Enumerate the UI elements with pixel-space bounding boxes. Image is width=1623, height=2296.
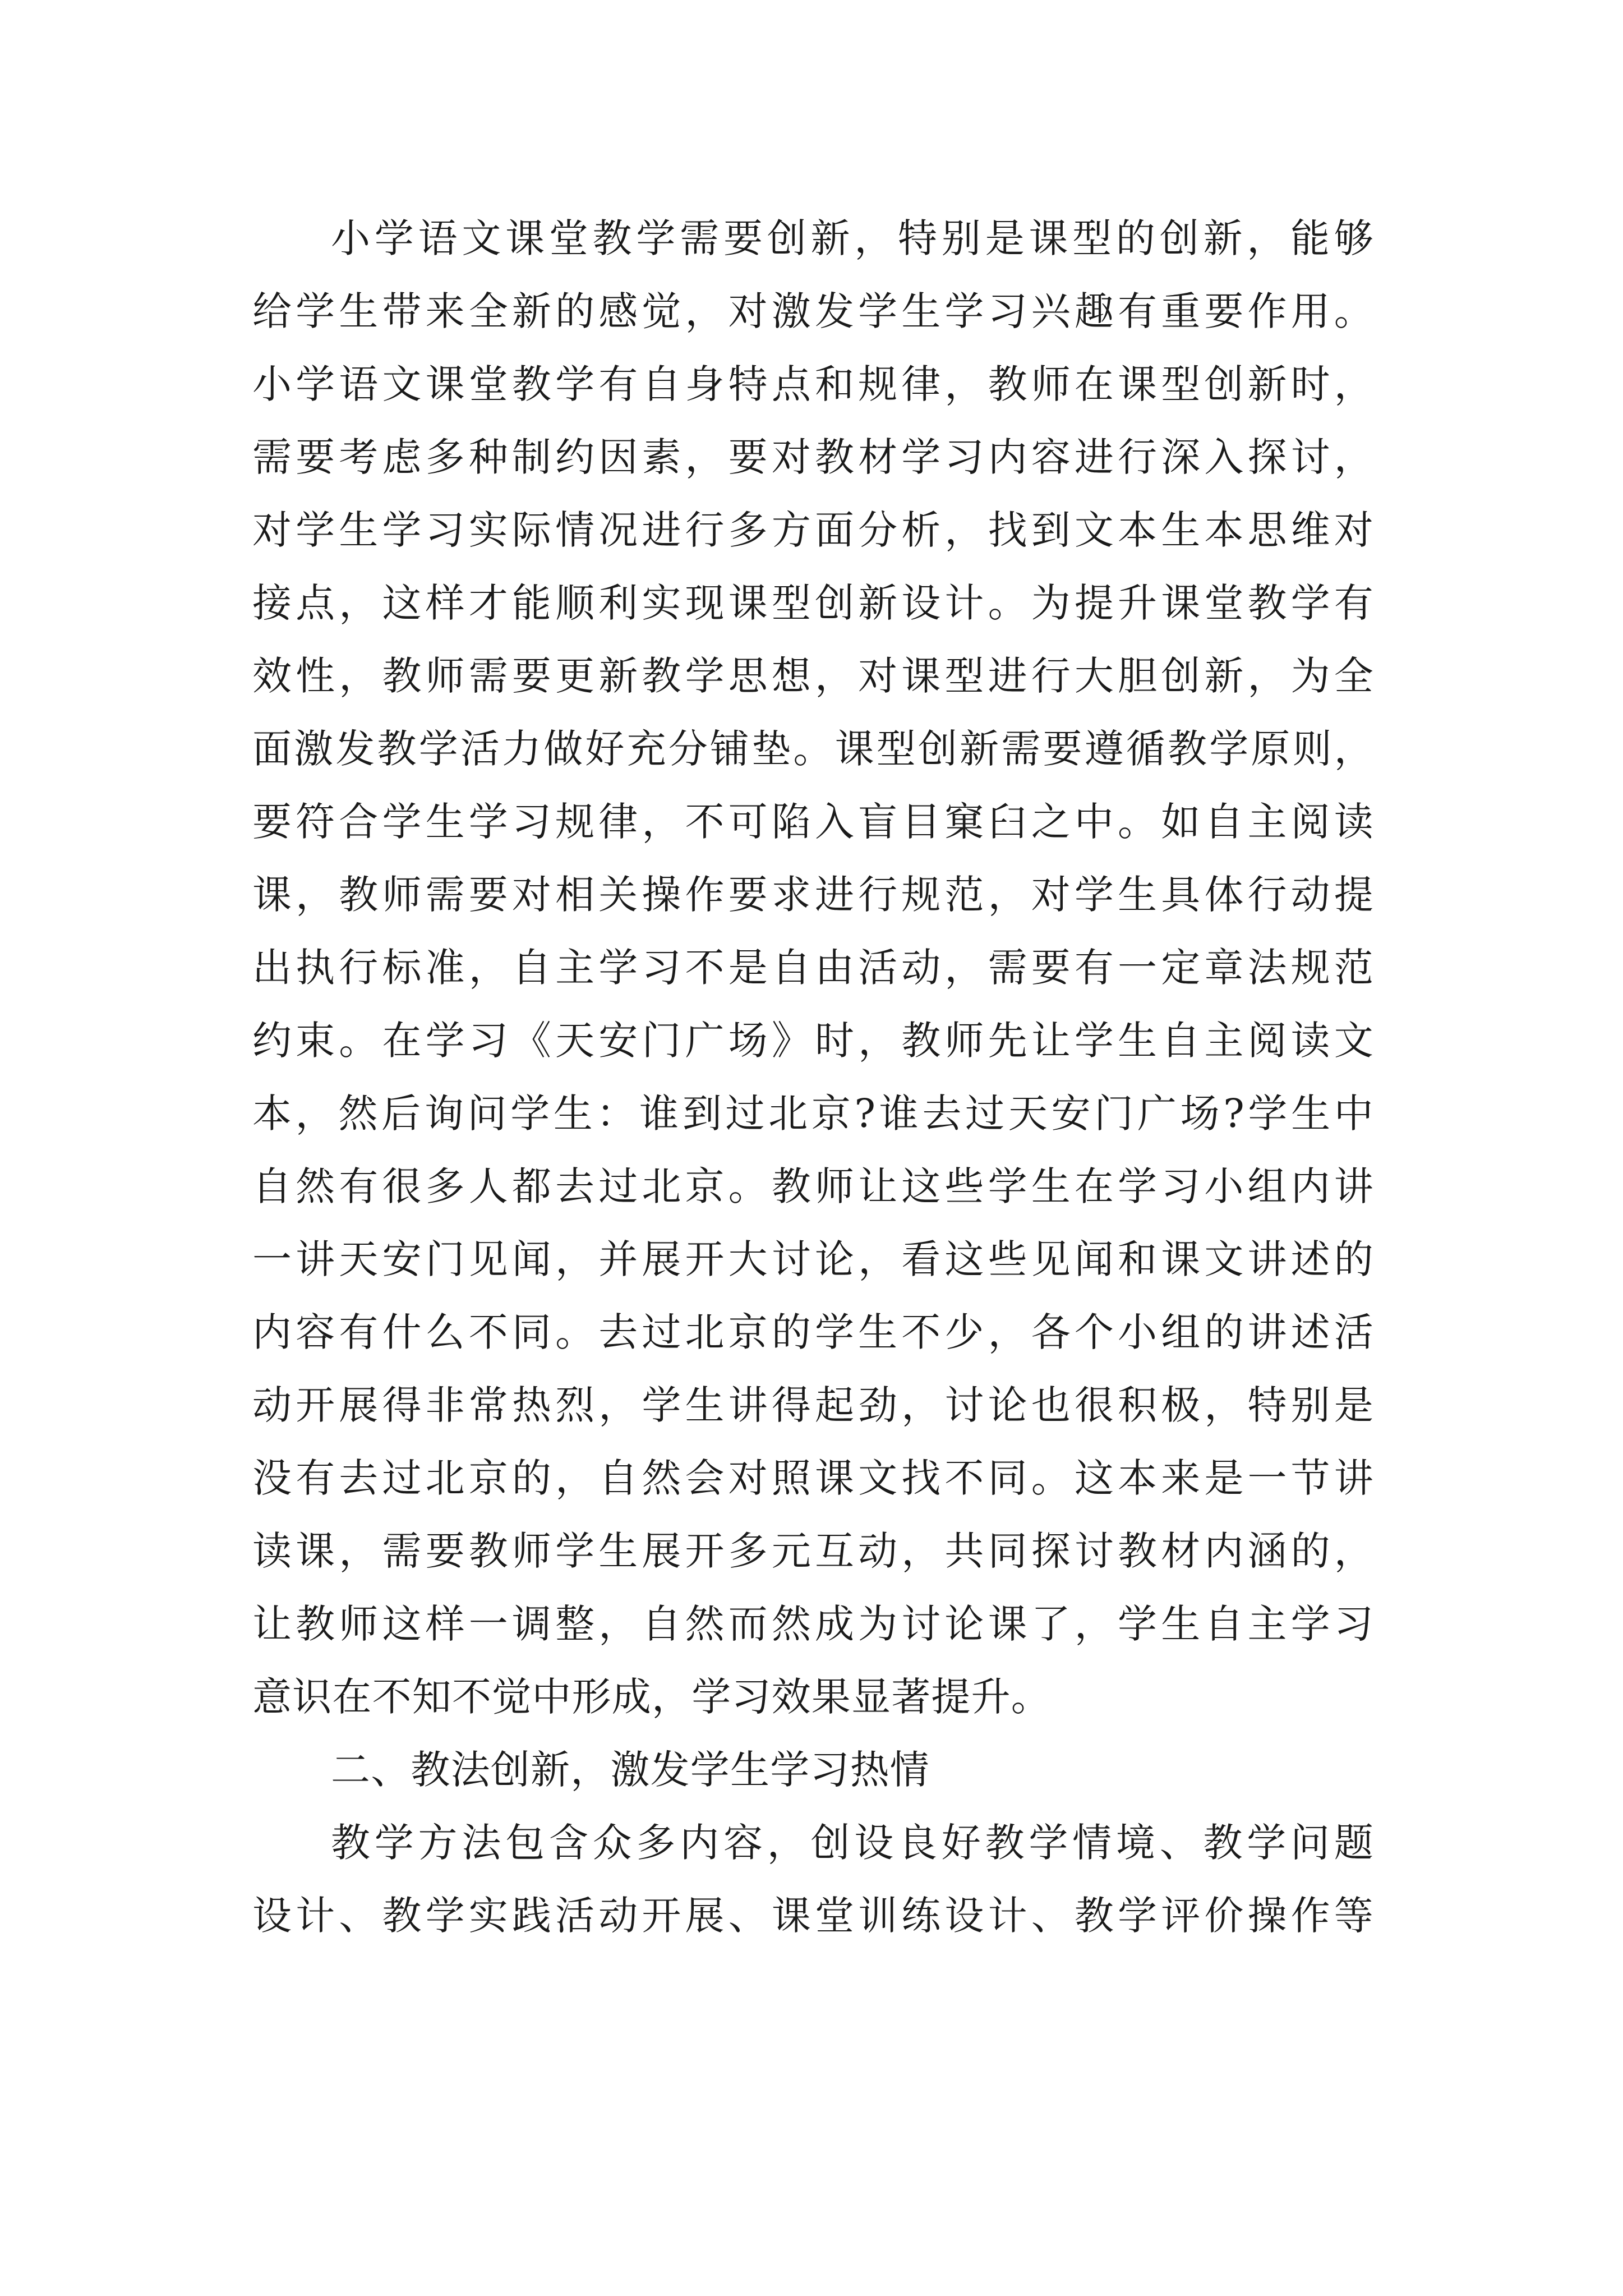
text-line: 对学生学习实际情况进行多方面分析，找到文本生本思维对 (252, 507, 1374, 553)
text-line: 需要考虑多种制约因素，要对教材学习内容进行深入探讨， (252, 434, 1374, 480)
text-line: 没有去过北京的，自然会对照课文找不同。这本来是一节讲 (252, 1455, 1374, 1501)
text-line: 意识在不知不觉中形成，学习效果显著提升。 (252, 1674, 1051, 1720)
text-line: 内容有什么不同。去过北京的学生不少，各个小组的讲述活 (252, 1309, 1374, 1355)
text-line: 自然有很多人都去过北京。教师让这些学生在学习小组内讲 (252, 1163, 1374, 1209)
text-line: 一讲天安门见闻，并展开大讨论，看这些见闻和课文讲述的 (252, 1236, 1374, 1282)
text-line: 约束。在学习《天安门广场》时，教师先让学生自主阅读文 (252, 1018, 1374, 1064)
text-line: 课，教师需要对相关操作要求进行规范，对学生具体行动提 (252, 872, 1374, 918)
text-line: 效性，教师需要更新教学思想，对课型进行大胆创新，为全 (252, 653, 1374, 699)
text-line: 接点，这样才能顺利实现课型创新设计。为提升课堂教学有 (252, 580, 1374, 626)
text-line: 小学语文课堂教学需要创新，特别是课型的创新，能够 (331, 215, 1374, 261)
text-line: 面激发教学活力做好充分铺垫。课型创新需要遵循教学原则， (252, 726, 1374, 772)
text-line: 小学语文课堂教学有自身特点和规律，教师在课型创新时， (252, 361, 1374, 407)
section-heading: 二、教法创新，激发学生学习热情 (331, 1747, 930, 1793)
text-line: 出执行标准，自主学习不是自由活动，需要有一定章法规范 (252, 945, 1374, 991)
text-line: 要符合学生学习规律，不可陷入盲目窠臼之中。如自主阅读 (252, 799, 1374, 845)
text-line: 让教师这样一调整，自然而然成为讨论课了，学生自主学习 (252, 1601, 1374, 1647)
text-line: 给学生带来全新的感觉，对激发学生学习兴趣有重要作用。 (252, 288, 1374, 334)
text-line: 动开展得非常热烈，学生讲得起劲，讨论也很积极，特别是 (252, 1382, 1374, 1428)
text-line: 教学方法包含众多内容，创设良好教学情境、教学问题 (331, 1820, 1374, 1866)
text-line: 读课，需要教师学生展开多元互动，共同探讨教材内涵的， (252, 1528, 1374, 1574)
text-line: 本，然后询问学生：谁到过北京?谁去过天安门广场?学生中 (252, 1091, 1374, 1137)
text-line: 设计、教学实践活动开展、课堂训练设计、教学评价操作等 (252, 1893, 1374, 1939)
